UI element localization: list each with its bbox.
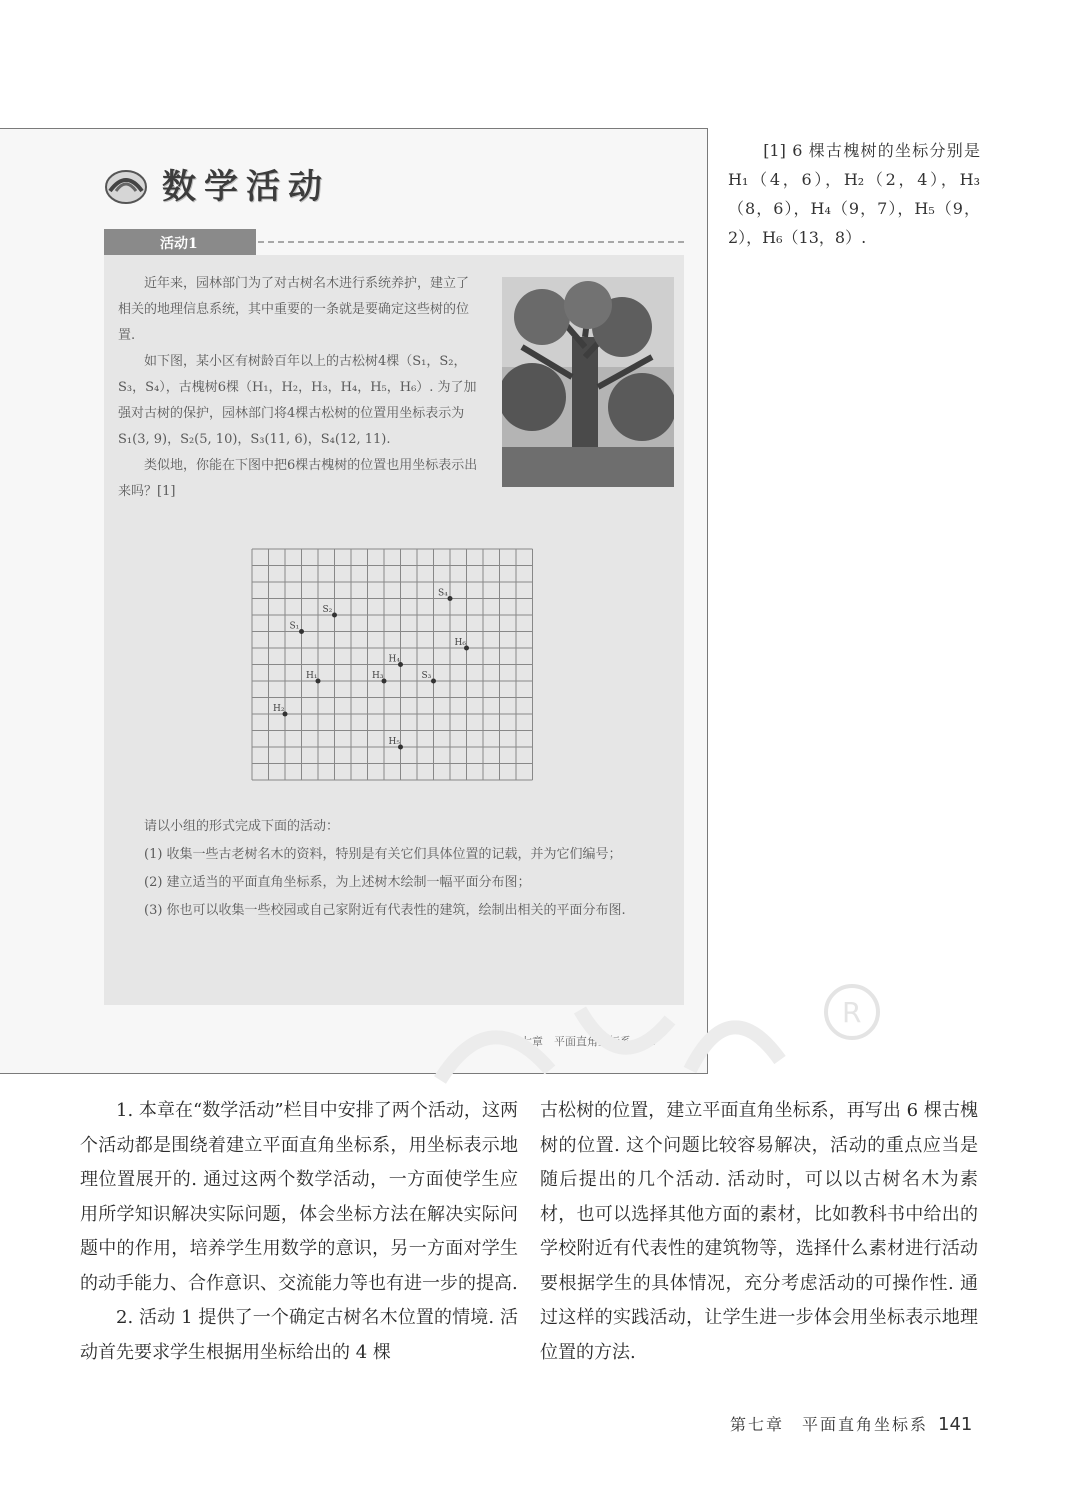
intro-paragraph: 类似地，你能在下图中把6棵古槐树的位置也用坐标表示出来吗？[1] <box>118 458 478 499</box>
grid-point <box>448 596 453 601</box>
commentary-paragraph: 古松树的位置，建立平面直角坐标系，再写出 6 棵古槐树的位置. 这个问题比较容易解决，活动的重点应当是随后提出的几个活动. 活动时，可以以古树名木为素材，也可以选择其他方面的素材，比如教科书中给出的学校附近有代表性的建筑物等，选择什么素材进行活动要根据学生的具体情况，充分考虑活动的可操作性. 通过这样的实践活动，让学生进一步体会用坐标表示地理位置的方法. <box>540 1100 978 1363</box>
margin-note-text: [1] 6 棵古槐树的坐标分别是 H₁（4，6），H₂（2，4），H₃（8，6），H₄（9，7），H₅（9，2），H₆（13，8）. <box>728 141 980 247</box>
coordinate-grid <box>244 543 544 789</box>
grid-point <box>299 629 304 634</box>
task-paragraph: 请以小组的形式完成下面的活动： <box>144 819 340 834</box>
grid-point-label: S₂ <box>322 605 333 615</box>
task-paragraph: (3) 你也可以收集一些校园或自己家附近有代表性的建筑，绘制出相关的平面分布图. <box>144 903 626 918</box>
commentary-right-column <box>540 1094 978 1370</box>
chapter-title: 第七章 平面直角坐标系 <box>730 1415 929 1434</box>
task-paragraph: (1) 收集一些古老树名木的资料，特别是有关它们具体位置的记载，并为它们编号； <box>144 847 622 862</box>
grid-point-label: H₆ <box>454 638 466 648</box>
divider <box>258 241 684 243</box>
embedded-page-footer: 第七章 平面直角坐标系 81 <box>510 1035 656 1048</box>
grid-point <box>332 613 337 618</box>
page-footer <box>730 1412 972 1435</box>
activity-intro <box>118 271 480 505</box>
activity-label-bar <box>104 229 256 255</box>
activity-tasks <box>118 813 678 925</box>
activity-label: 活动1 <box>160 236 198 252</box>
embedded-textbook-page <box>0 128 708 1074</box>
intro-paragraph: 如下图，某小区有树龄百年以上的古松树4棵（S₁，S₂，S₃，S₄），古槐树6棵（H₁，H₂，H₃，H₄，H₅，H₆）. 为了加强对古树的保护，园林部门将4棵古松树的位置用坐标表示为S₁(3, 9)，S₂(5, 10)，S₃(11, 6)，S₄(12, 11). <box>118 354 477 447</box>
task-paragraph: (2) 建立适当的平面直角坐标系，为上述树木绘制一幅平面分布图； <box>144 875 531 890</box>
svg-text:R: R <box>842 996 862 1029</box>
intro-paragraph: 近年来，园林部门为了对古树名木进行系统养护，建立了相关的地理信息系统，其中重要的一条就是要确定这些树的位置. <box>118 276 470 343</box>
grid-point <box>431 679 436 684</box>
commentary-paragraph: 1. 本章在“数学活动”栏目中安排了两个活动，这两个活动都是围绕着建立平面直角坐标系，用坐标表示地理位置展开的. 通过这两个数学活动，一方面使学生应用所学知识解决实际问题，体会坐标方法在解决实际问题中的作用，培养学生用数学的意识，另一方面对学生的动手能力、合作意识、交流能力等也有进一步的提高. <box>80 1100 518 1294</box>
section-title: 数学活动 <box>162 167 330 207</box>
page-number: 141 <box>938 1414 973 1435</box>
grid-point-label: S₄ <box>438 588 448 599</box>
grid-point-label: H₃ <box>372 671 384 681</box>
ancient-tree-photo <box>502 277 674 487</box>
grid-point-label: H₄ <box>388 654 400 665</box>
publisher-watermark <box>430 980 890 1100</box>
math-activity-logo-icon <box>104 163 148 207</box>
grid-point-label: S₁ <box>289 621 300 632</box>
grid-point-label: H₅ <box>388 737 400 747</box>
commentary-left-column <box>80 1094 518 1370</box>
grid-point-label: H₂ <box>273 704 285 714</box>
grid-point-label: S₃ <box>421 671 432 681</box>
margin-note <box>728 136 980 252</box>
commentary-paragraph: 2. 活动 1 提供了一个确定古树名木位置的情境. 活动首先要求学生根据用坐标给出的 4 棵 <box>80 1307 518 1363</box>
grid-point-label: H₁ <box>306 671 318 681</box>
